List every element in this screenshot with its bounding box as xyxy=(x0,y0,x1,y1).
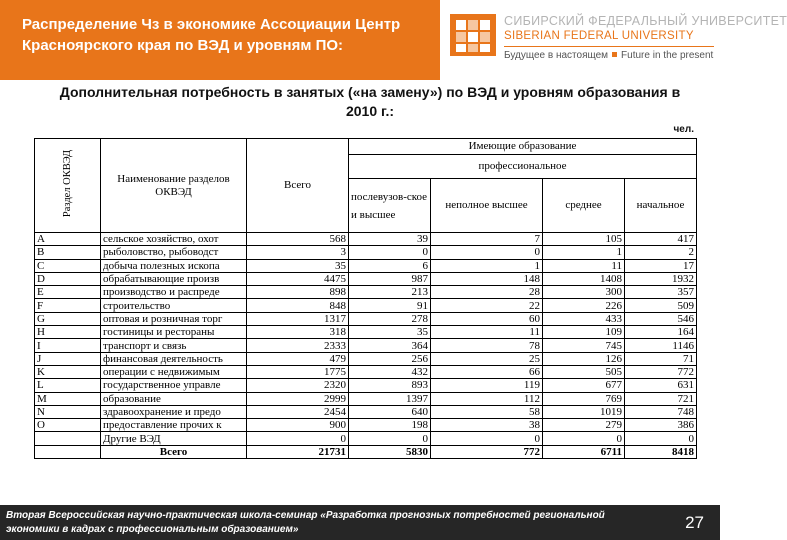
cell-secondary: 11 xyxy=(543,259,625,272)
total-cell-secondary: 6711 xyxy=(543,445,625,458)
unit-label: чел. xyxy=(673,124,694,135)
logo-divider xyxy=(504,46,714,47)
header-education-group: Имеющие образование xyxy=(349,139,697,155)
table-row xyxy=(35,246,697,259)
header-secondary: среднее xyxy=(543,179,625,233)
cell-code: I xyxy=(35,339,101,352)
slide-title xyxy=(0,0,440,80)
cell-secondary: 109 xyxy=(543,326,625,339)
slide-title-line1: Распределение Чз в экономике Ассоциации Центр xyxy=(22,16,401,33)
cell-total: 898 xyxy=(247,286,349,299)
header-primary: начальное xyxy=(625,179,697,233)
footer-bar xyxy=(0,505,720,540)
cell-primary: 509 xyxy=(625,299,697,312)
table-total-row xyxy=(35,445,697,458)
table-row xyxy=(35,379,697,392)
header-total: Всего xyxy=(247,139,349,233)
cell-name: образование xyxy=(101,392,247,405)
cell-secondary: 1 xyxy=(543,246,625,259)
cell-name: рыболовство, рыбоводст xyxy=(101,246,247,259)
cell-total: 4475 xyxy=(247,272,349,285)
cell-code: M xyxy=(35,392,101,405)
cell-code: A xyxy=(35,233,101,246)
cell-total: 2454 xyxy=(247,405,349,418)
cell-incomplete: 38 xyxy=(431,419,543,432)
table-row xyxy=(35,339,697,352)
cell-secondary: 226 xyxy=(543,299,625,312)
cell-primary: 1146 xyxy=(625,339,697,352)
cell-code: H xyxy=(35,326,101,339)
cell-code: J xyxy=(35,352,101,365)
cell-name: предоставление прочих к xyxy=(101,419,247,432)
table-row xyxy=(35,312,697,325)
logo-name-en: SIBERIAN FEDERAL UNIVERSITY xyxy=(504,30,694,42)
cell-incomplete: 148 xyxy=(431,272,543,285)
cell-secondary: 1019 xyxy=(543,405,625,418)
slide-title-line2: Красноярского края по ВЭД и уровням ПО: xyxy=(22,37,344,54)
cell-total: 3 xyxy=(247,246,349,259)
table-row xyxy=(35,432,697,445)
cell-secondary: 1408 xyxy=(543,272,625,285)
header-professional: профессиональное xyxy=(349,155,697,179)
cell-postgrad: 364 xyxy=(349,339,431,352)
cell-name: обрабатывающие произв xyxy=(101,272,247,285)
table-row xyxy=(35,259,697,272)
cell-total: 2320 xyxy=(247,379,349,392)
cell-code: O xyxy=(35,419,101,432)
cell-code xyxy=(35,432,101,445)
cell-primary: 357 xyxy=(625,286,697,299)
cell-total: 1775 xyxy=(247,365,349,378)
data-table xyxy=(34,138,697,459)
cell-incomplete: 28 xyxy=(431,286,543,299)
cell-secondary: 433 xyxy=(543,312,625,325)
cell-secondary: 745 xyxy=(543,339,625,352)
table-row xyxy=(35,233,697,246)
table-body xyxy=(35,233,697,459)
cell-postgrad: 1397 xyxy=(349,392,431,405)
cell-incomplete: 119 xyxy=(431,379,543,392)
cell-primary: 71 xyxy=(625,352,697,365)
cell-name: Другие ВЭД xyxy=(101,432,247,445)
cell-incomplete: 0 xyxy=(431,246,543,259)
cell-total: 0 xyxy=(247,432,349,445)
cell-name: здравоохранение и предо xyxy=(101,405,247,418)
cell-secondary: 677 xyxy=(543,379,625,392)
table-row xyxy=(35,419,697,432)
cell-incomplete: 11 xyxy=(431,326,543,339)
cell-secondary: 300 xyxy=(543,286,625,299)
cell-incomplete: 7 xyxy=(431,233,543,246)
cell-postgrad: 893 xyxy=(349,379,431,392)
cell-postgrad: 987 xyxy=(349,272,431,285)
table-row xyxy=(35,299,697,312)
cell-postgrad: 213 xyxy=(349,286,431,299)
total-cell-incomplete: 772 xyxy=(431,445,543,458)
university-logo xyxy=(440,0,787,80)
cell-name: сельское хозяйство, охот xyxy=(101,233,247,246)
cell-secondary: 0 xyxy=(543,432,625,445)
cell-secondary: 505 xyxy=(543,365,625,378)
cell-code: E xyxy=(35,286,101,299)
table-row xyxy=(35,405,697,418)
table-row xyxy=(35,392,697,405)
cell-code: C xyxy=(35,259,101,272)
cell-secondary: 105 xyxy=(543,233,625,246)
header-name: Наименование разделов ОКВЭД xyxy=(101,139,247,233)
cell-name: производство и распреде xyxy=(101,286,247,299)
cell-postgrad: 91 xyxy=(349,299,431,312)
cell-primary: 164 xyxy=(625,326,697,339)
cell-total: 2999 xyxy=(247,392,349,405)
cell-incomplete: 112 xyxy=(431,392,543,405)
data-table-wrapper xyxy=(34,138,697,459)
cell-primary: 386 xyxy=(625,419,697,432)
table-row xyxy=(35,286,697,299)
tagline-dot-icon xyxy=(612,52,617,57)
cell-primary: 1932 xyxy=(625,272,697,285)
cell-primary: 17 xyxy=(625,259,697,272)
cell-primary: 772 xyxy=(625,365,697,378)
cell-secondary: 279 xyxy=(543,419,625,432)
header-section: Раздел ОКВЭД xyxy=(35,139,101,233)
cell-total: 318 xyxy=(247,326,349,339)
cell-secondary: 769 xyxy=(543,392,625,405)
total-cell-empty xyxy=(35,445,101,458)
cell-primary: 748 xyxy=(625,405,697,418)
cell-incomplete: 60 xyxy=(431,312,543,325)
cell-postgrad: 39 xyxy=(349,233,431,246)
cell-total: 1317 xyxy=(247,312,349,325)
cell-code: L xyxy=(35,379,101,392)
cell-secondary: 126 xyxy=(543,352,625,365)
logo-tagline xyxy=(504,50,713,61)
logo-tagline-en: Future in the present xyxy=(621,50,714,61)
cell-primary: 417 xyxy=(625,233,697,246)
cell-total: 900 xyxy=(247,419,349,432)
cell-code: G xyxy=(35,312,101,325)
cell-code: D xyxy=(35,272,101,285)
cell-postgrad: 640 xyxy=(349,405,431,418)
cell-total: 848 xyxy=(247,299,349,312)
cell-incomplete: 58 xyxy=(431,405,543,418)
cell-total: 568 xyxy=(247,233,349,246)
cell-primary: 0 xyxy=(625,432,697,445)
table-row xyxy=(35,352,697,365)
cell-total: 35 xyxy=(247,259,349,272)
cell-name: гостиницы и рестораны xyxy=(101,326,247,339)
cell-name: финансовая деятельность xyxy=(101,352,247,365)
table-row xyxy=(35,365,697,378)
cell-postgrad: 35 xyxy=(349,326,431,339)
sfu-logo-icon xyxy=(448,12,498,58)
page-number: 27 xyxy=(685,513,704,532)
cell-postgrad: 0 xyxy=(349,246,431,259)
cell-postgrad: 198 xyxy=(349,419,431,432)
total-cell-label: Всего xyxy=(101,445,247,458)
cell-postgrad: 6 xyxy=(349,259,431,272)
logo-tagline-ru: Будущее в настоящем xyxy=(504,50,609,61)
cell-incomplete: 1 xyxy=(431,259,543,272)
cell-primary: 2 xyxy=(625,246,697,259)
cell-code: B xyxy=(35,246,101,259)
cell-name: операции с недвижимым xyxy=(101,365,247,378)
cell-incomplete: 22 xyxy=(431,299,543,312)
cell-code: F xyxy=(35,299,101,312)
cell-name: строительство xyxy=(101,299,247,312)
cell-code: N xyxy=(35,405,101,418)
cell-primary: 546 xyxy=(625,312,697,325)
total-cell-primary: 8418 xyxy=(625,445,697,458)
cell-postgrad: 0 xyxy=(349,432,431,445)
cell-name: транспорт и связь xyxy=(101,339,247,352)
table-row xyxy=(35,326,697,339)
cell-incomplete: 25 xyxy=(431,352,543,365)
table-caption: Дополнительная потребность в занятых («на замену») по ВЭД и уровням образования в 2010 г.: xyxy=(59,84,681,119)
cell-postgrad: 278 xyxy=(349,312,431,325)
total-cell-total: 21731 xyxy=(247,445,349,458)
cell-name: добыча полезных ископа xyxy=(101,259,247,272)
cell-name: государственное управле xyxy=(101,379,247,392)
cell-code: K xyxy=(35,365,101,378)
cell-primary: 721 xyxy=(625,392,697,405)
logo-name-ru: СИБИРСКИЙ ФЕДЕРАЛЬНЫЙ УНИВЕРСИТЕТ xyxy=(504,14,787,28)
cell-incomplete: 66 xyxy=(431,365,543,378)
cell-total: 2333 xyxy=(247,339,349,352)
cell-name: оптовая и розничная торг xyxy=(101,312,247,325)
total-cell-postgrad: 5830 xyxy=(349,445,431,458)
footer-text: Вторая Всероссийская научно-практическая школа-семинар «Разработка прогнозных потребностей региональной экономики в кадрах с профессиональным образованием» xyxy=(6,510,605,535)
cell-postgrad: 432 xyxy=(349,365,431,378)
cell-total: 479 xyxy=(247,352,349,365)
header-incomplete-higher: неполное высшее xyxy=(431,179,543,233)
header-postgrad: послевузов-ское и высшее xyxy=(349,179,431,233)
cell-postgrad: 256 xyxy=(349,352,431,365)
table-row xyxy=(35,272,697,285)
cell-incomplete: 0 xyxy=(431,432,543,445)
cell-primary: 631 xyxy=(625,379,697,392)
cell-incomplete: 78 xyxy=(431,339,543,352)
